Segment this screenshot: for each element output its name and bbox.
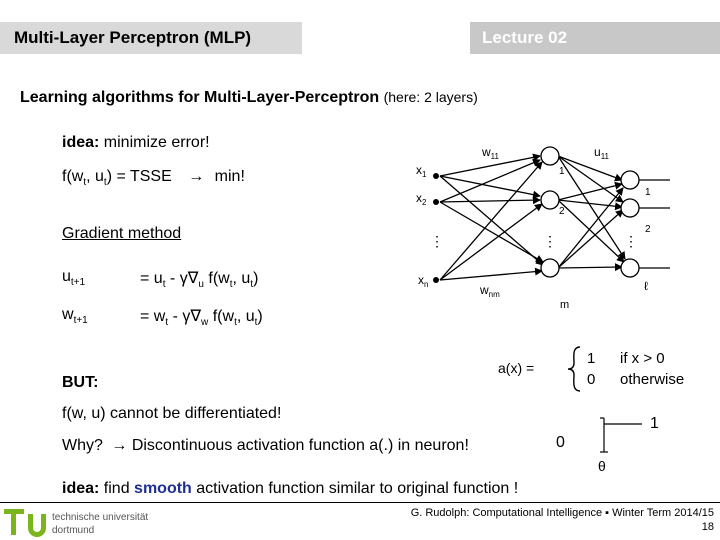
- mlp-network-diagram: [400, 140, 700, 320]
- section-heading-main: Learning algorithms for Multi-Layer-Perceptron: [20, 89, 380, 106]
- input-node-1: [433, 173, 439, 179]
- step-function-plot: [590, 414, 650, 464]
- why-label: Why?: [62, 437, 103, 454]
- tu-dortmund-logo: [2, 505, 149, 539]
- section-heading: [20, 89, 478, 107]
- eq-sub: t+1: [70, 277, 86, 289]
- section-heading-note: (here: 2 layers): [383, 89, 478, 105]
- idea-label: idea:: [62, 134, 100, 151]
- weight-label-w11: $w_{11}$: [482, 145, 499, 161]
- header-title-bar: [0, 22, 302, 54]
- eq-text: , u: [232, 270, 251, 287]
- why-line: [62, 437, 469, 455]
- eq-sub: t: [162, 279, 166, 291]
- objective-text: f(w: [62, 168, 84, 185]
- eq-sub: t: [254, 317, 258, 329]
- idea-text: minimize error!: [103, 134, 210, 151]
- eq-sub: w: [201, 317, 209, 329]
- but-label: BUT:: [62, 374, 99, 391]
- hidden-node-2: [541, 191, 559, 209]
- hidden-node-m: [541, 259, 559, 277]
- output-node-2: [621, 199, 639, 217]
- but-line1: f(w, u) cannot be differentiated!: [62, 405, 282, 422]
- idea2-label: idea:: [62, 480, 100, 497]
- step-plot-zero: 0: [556, 434, 565, 451]
- update-u-lhs: [62, 268, 85, 288]
- output-label-l: ℓ: [644, 279, 648, 293]
- input-label-1: $x_1$: [416, 163, 427, 179]
- eq-sub: t: [229, 279, 233, 291]
- update-u-rhs: [140, 268, 258, 290]
- eq-text: ): [253, 270, 259, 287]
- input-node-2: [433, 199, 439, 205]
- logo-text-line1: technische universität: [52, 512, 149, 523]
- idea2-smooth: smooth: [134, 480, 192, 497]
- idea2-line: [62, 480, 518, 498]
- activation-case2-condition: otherwise: [620, 371, 685, 388]
- weight-label-wnm: $w_{nm}$: [480, 283, 500, 299]
- activation-case2-value: 0: [587, 371, 596, 388]
- input-label-n: $x_n$: [418, 273, 429, 289]
- idea2-post: activation function similar to original function !: [196, 480, 519, 497]
- eq-sub: t+1: [73, 315, 88, 327]
- arrow-icon: →: [188, 168, 205, 185]
- objective-text: , u: [86, 168, 104, 185]
- weight-label-u11: $u_{11}$: [594, 145, 609, 161]
- eq-text: f(w: [208, 308, 235, 325]
- input-label-2: $x_2$: [416, 191, 427, 207]
- step-plot-theta: θ: [598, 458, 606, 474]
- output-label-2: 2: [645, 224, 651, 235]
- output-dots: ⋮: [624, 233, 638, 249]
- idea2-pre: find: [103, 480, 130, 497]
- output-node-1: [621, 171, 639, 189]
- eq-text: w: [62, 306, 74, 323]
- eq-text: - γ∇: [168, 308, 202, 325]
- brace-icon: [566, 345, 582, 393]
- input-dots: ⋮: [430, 233, 444, 249]
- eq-text: = w: [140, 308, 166, 325]
- eq-text: , u: [236, 308, 255, 325]
- step-plot-one: 1: [650, 415, 659, 432]
- hidden-label-2: 2: [559, 206, 565, 217]
- objective-sub: t: [103, 177, 107, 189]
- activation-lhs: a(x) =: [498, 360, 535, 376]
- eq-text: = u: [140, 270, 163, 287]
- objective-sub: t: [83, 177, 87, 189]
- header-lecture-bar: [470, 22, 720, 54]
- eq-sub: t: [234, 317, 237, 329]
- activation-case1-condition: if x > 0: [620, 350, 665, 367]
- footer-credit: [411, 506, 714, 534]
- eq-sub: t: [165, 317, 169, 329]
- eq-sub: t: [250, 279, 254, 291]
- hidden-label-m: m: [560, 299, 570, 311]
- page-number: 18: [701, 521, 714, 533]
- why-reason: Discontinuous activation function a(.) in neuron!: [131, 437, 469, 454]
- footer-divider: [0, 502, 720, 503]
- eq-text: - γ∇: [165, 270, 199, 287]
- lecture-label: Lecture 02: [482, 28, 568, 47]
- slide-title: Multi-Layer Perceptron (MLP): [14, 28, 252, 47]
- logo-text-line2: dortmund: [52, 525, 95, 536]
- gradient-heading: Gradient method: [62, 225, 182, 242]
- arrow-icon: →: [111, 437, 128, 454]
- update-w-lhs: [62, 306, 88, 326]
- eq-sub: u: [198, 279, 204, 291]
- idea-line: [62, 134, 210, 152]
- output-node-l: [621, 259, 639, 277]
- objective-line: [62, 168, 245, 188]
- hidden-dots: ⋮: [543, 233, 557, 249]
- eq-text: u: [62, 268, 71, 285]
- input-node-n: [433, 277, 439, 283]
- hidden-node-1: [541, 147, 559, 165]
- eq-text: ): [257, 308, 263, 325]
- eq-text: f(w: [203, 270, 230, 287]
- objective-min: min!: [214, 168, 245, 185]
- update-w-rhs: [140, 306, 263, 328]
- activation-case1-value: 1: [587, 350, 596, 367]
- objective-text: ) = TSSE: [106, 168, 172, 185]
- hidden-label-1: 1: [559, 166, 565, 177]
- output-label-1: 1: [645, 187, 651, 198]
- credit-text: G. Rudolph: Computational Intelligence ▪ Winter Term 2014/15: [410, 507, 714, 519]
